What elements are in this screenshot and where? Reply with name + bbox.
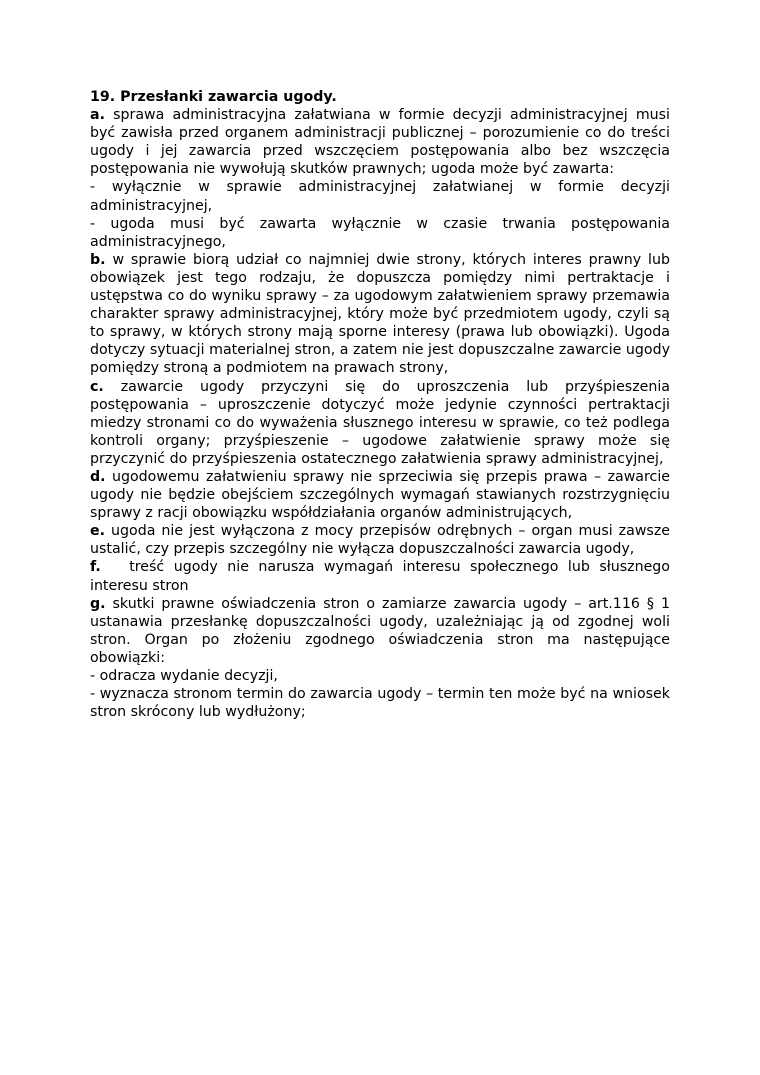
paragraph-text: w sprawie biorą udział co najmniej dwie strony, których interes prawny lub obowiązek jest tego rodzaju, że dopuszcza pomiędzy nimi pertraktacje i ustępstwa co do wyniku sprawy – za ugodowym załatwieniem sprawy przemawia charakter sprawy administracyjnej, który może być przedmiotem ugody, czyli są to sprawy, w których strony mają sporne interesy (prawa lub obowiązki). Ugoda dotyczy sytuacji materialnej stron, a zatem nie jest dopuszczalne zawarcie ugody pomiędzy stroną a podmiotem na prawach strony, xyxy=(90,251,670,377)
list-item-text: - wyłącznie w sprawie administracyjnej załatwianej w formie decyzji administracyjnej, xyxy=(90,179,670,214)
paragraph-label: e. xyxy=(90,523,106,540)
section-title: 19. Przesłanki zawarcia ugody. xyxy=(90,89,337,105)
paragraph-text: ugoda nie jest wyłączona z mocy przepisów odrębnych – organ musi zawsze ustalić, czy przepis szczególny nie wyłącza dopuszczalności zawarcia ugody, xyxy=(90,523,670,558)
list-item xyxy=(90,667,670,685)
list-item xyxy=(90,215,670,251)
paragraph-b xyxy=(90,251,670,378)
paragraph-text: sprawa administracyjna załatwiana w formie decyzji administracyjnej musi być zawisła przed organem administracji publicznej – porozumienie co do treści ugody i jej zawarcia przed wszczęciem postępowania albo bez wszczęcia postępowania nie wywołują skutków prawnych; ugoda może być zawarta: xyxy=(90,107,670,178)
document-page xyxy=(90,88,675,721)
list-item xyxy=(90,685,670,721)
paragraph-e xyxy=(90,522,670,558)
paragraph-label: g. xyxy=(90,595,106,612)
paragraph-label: d. xyxy=(90,468,106,485)
list-item-text: - odracza wydanie decyzji, xyxy=(90,668,278,684)
paragraph-label: b. xyxy=(90,251,106,268)
list-item xyxy=(90,178,670,214)
paragraph-text: ugodowemu załatwieniu sprawy nie sprzeciwia się przepis prawa – zawarcie ugody nie będzie obejściem szczególnych wymagań stawianych rozstrzygnięciu sprawy z racji obowiązku współdziałania organów administrujących, xyxy=(90,468,670,522)
paragraph-text: treść ugody nie narusza wymagań interesu społecznego lub słusznego interesu stron xyxy=(90,559,675,594)
paragraph-label: f. xyxy=(90,559,101,576)
paragraph-f xyxy=(90,558,675,594)
paragraph-a xyxy=(90,106,670,178)
paragraph-text: skutki prawne oświadczenia stron o zamiarze zawarcia ugody – art.116 § 1 ustanawia przesłankę dopuszczalności ugody, uzależniając ją od zgodnej woli stron. Organ po złożeniu zgodnego oświadczenia stron ma następujące obowiązki: xyxy=(90,595,670,666)
paragraph-text: zawarcie ugody przyczyni się do uproszczenia lub przyśpieszenia postępowania – uproszczenie dotyczyć może jedynie czynności pertraktacji miedzy stronami co do wyważenia słusznego interesu w sprawie, co też podlega kontroli organy; przyśpieszenie – ugodowe załatwienie sprawy może się przyczynić do przyśpieszenia ostatecznego załatwienia sprawy administracyjnej, xyxy=(90,378,670,467)
paragraph-g xyxy=(90,595,670,667)
paragraph-c xyxy=(90,378,670,468)
list-item-text: - wyznacza stronom termin do zawarcia ugody – termin ten może być na wniosek stron skrócony lub wydłużony; xyxy=(90,686,670,721)
paragraph-label: a. xyxy=(90,107,105,124)
list-item-text: - ugoda musi być zawarta wyłącznie w czasie trwania postępowania administracyjnego, xyxy=(90,215,670,250)
paragraph-d xyxy=(90,468,670,522)
paragraph-label: c. xyxy=(90,378,104,395)
